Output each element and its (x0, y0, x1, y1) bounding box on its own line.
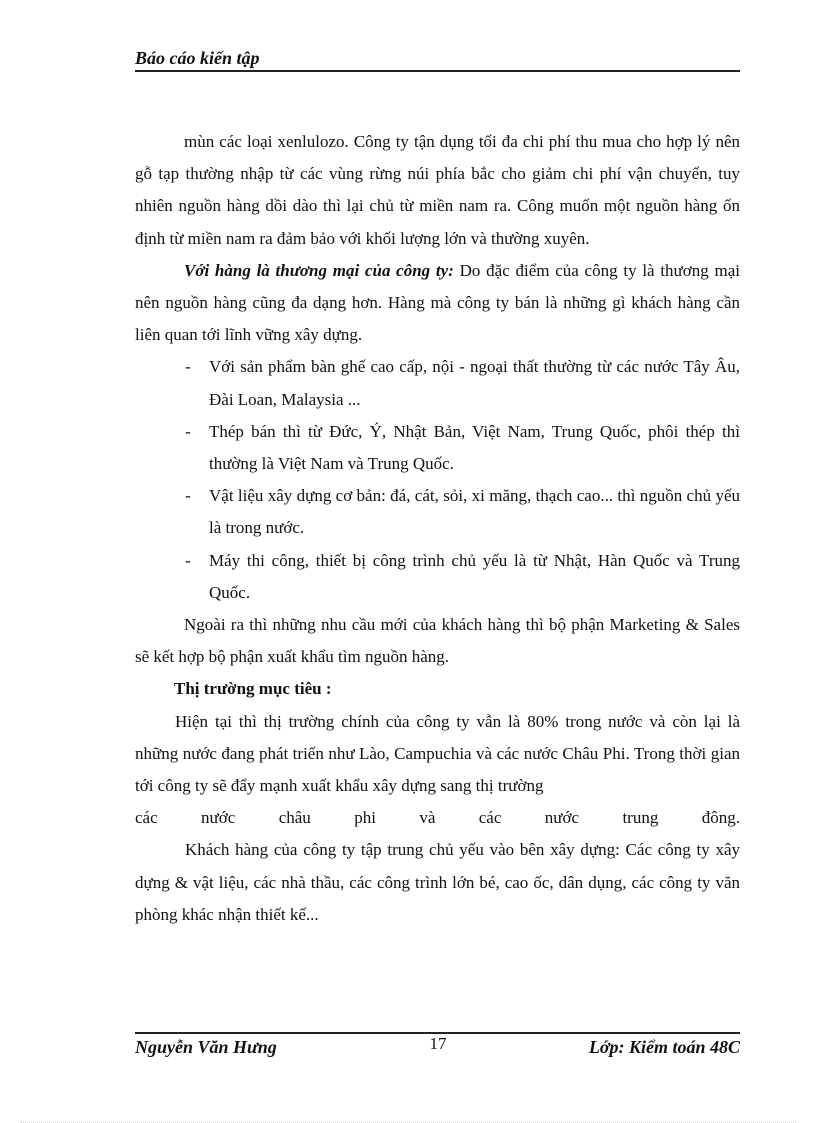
paragraph-sourcing-wood: mùn các loại xenlulozo. Công ty tận dụng tối đa chi phí thu mua cho hợp lý nên gỗ tạp thường nhập từ các vùng rừng núi phía bắc cho giảm chi phí vận chuyển, tuy nhiên nguồn hàng dồi dào thì lại chủ từ miền nam ra. Công muốn một nguồn hàng ổn định từ miền nam ra đảm bảo với khối lượng lớn và thường xuyên. (135, 132, 740, 248)
paragraph-target-market: Hiện tại thì thị trường chính của công ty vẫn là 80% trong nước và còn lại là những nước đang phát triển như Lào, Campuchia và các nước Châu Phi. Trong thời gian tới công ty sẽ đẩy mạnh xuất khẩu xây dựng sang thị trường (135, 711, 740, 796)
list-item (135, 416, 740, 480)
bullet-dash: - (185, 357, 191, 377)
footer-author: Nguyễn Văn Hưng (135, 1037, 277, 1057)
list-item (135, 351, 740, 415)
list-item-text: Vật liệu xây dựng cơ bản: đá, cát, sỏi, xi măng, thạch cao... thì nguồn chủ yếu là trong nước. (209, 486, 740, 538)
paragraph-marketing-sales: Ngoài ra thì những nhu cầu mới của khách hàng thì bộ phận Marketing & Sales sẽ kết hợp bộ phận xuất khẩu tìm nguồn hàng. (135, 615, 740, 667)
page-number: 17 (429, 1034, 447, 1053)
bullet-dash: - (185, 421, 191, 441)
document-body (135, 126, 740, 931)
paragraph-customers: Khách hàng của công ty tập trung chủ yếu vào bên xây dựng: Các công ty xây dựng & vật liệu, các nhà thầu, các công trình lớn bé, cao ốc, dân dụng, các công ty văn phòng khác nhận thiết kế... (135, 840, 740, 924)
supplier-bullet-list (135, 351, 740, 609)
section-heading-target-market: Thị trường mục tiêu : (174, 679, 332, 699)
paragraph-target-market-last-line: các nước châu phi và các nước trung đông. (135, 808, 740, 828)
list-item-text: Với sản phẩm bàn ghế cao cấp, nội - ngoại thất thường từ các nước Tây Âu, Đài Loan, Malaysia ... (209, 357, 740, 409)
list-item (135, 545, 740, 609)
footer-class-label: Lớp: Kiểm toán 48C (588, 1037, 740, 1057)
bullet-dash: - (185, 550, 191, 570)
paragraph-lead-trade-goods: Với hàng là thương mại của công ty: (184, 260, 454, 280)
header-title: Báo cáo kiến tập (135, 48, 260, 68)
paragraph-trade-goods (135, 255, 740, 352)
list-item (135, 480, 740, 544)
list-item-text: Thép bán thì từ Đức, Ý, Nhật Bản, Việt Nam, Trung Quốc, phôi thép thì thường là Việt Nam và Trung Quốc. (209, 421, 740, 474)
list-item-text: Máy thi công, thiết bị công trình chủ yếu là từ Nhật, Hàn Quốc và Trung Quốc. (209, 550, 740, 602)
bullet-dash: - (185, 486, 191, 506)
header-divider (135, 70, 740, 72)
paragraph-trade-goods-text: Do đặc điểm của công ty là thương mại nên nguồn hàng cũng đa dạng hơn. Hàng mà công ty bán là những gì khách hàng cần liên quan tới lĩnh vững xây dựng. (135, 260, 741, 345)
